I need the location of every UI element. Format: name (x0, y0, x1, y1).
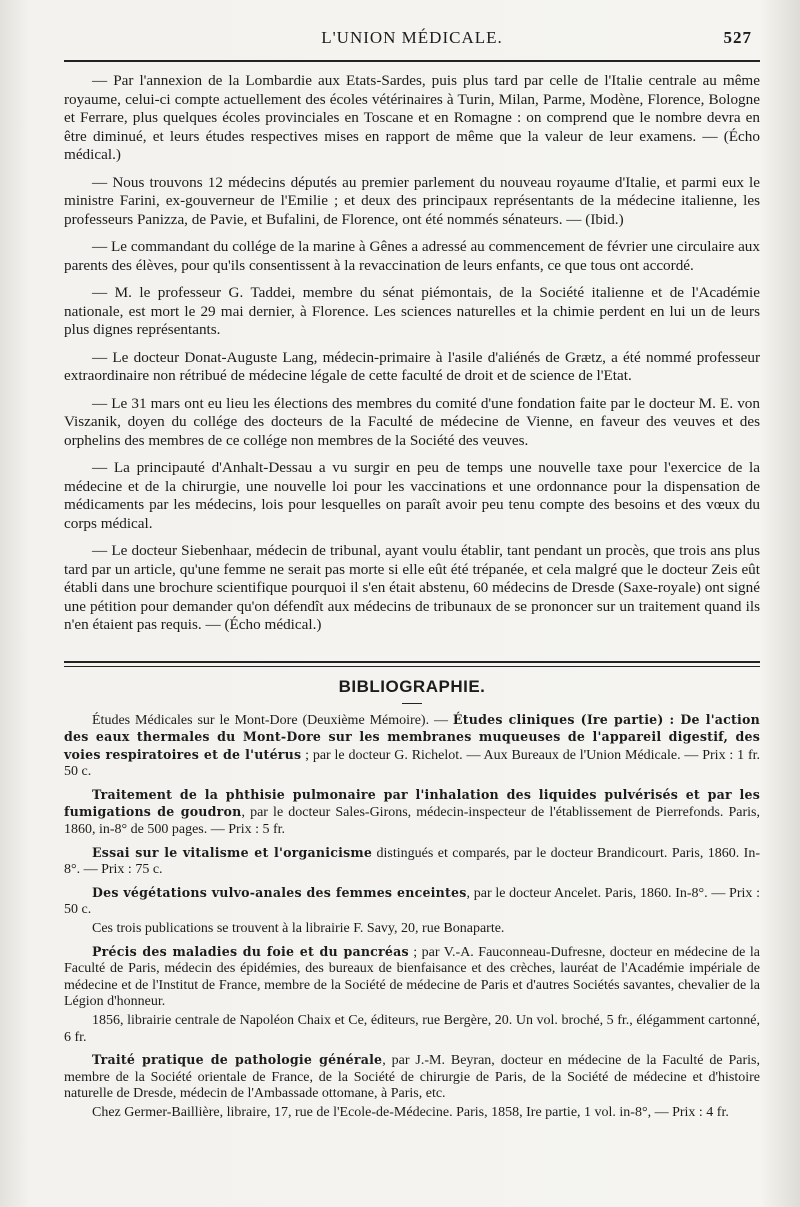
bibliography-entry (64, 845, 760, 879)
bibliography-section (64, 712, 760, 1122)
news-item: — La principauté d'Anhalt-Dessau a vu surgir en peu de temps une nouvelle taxe pour l'exercice de la médecine et de la chirurgie, une nouvelle loi pour les vaccinations et une ordonnance pour la dispensation de médicaments par les médecins, lois pour lesquelles on paraît avoir peu tenu compte des besoins et des vœux du corps médical. (64, 459, 760, 532)
header-rule (64, 60, 760, 62)
heading-dash (402, 703, 422, 704)
entry-details: 1856, librairie centrale de Napoléon Chaix et Ce, éditeurs, rue Bergère, 20. Un vol. broché, 5 fr., élégamment cartonné, 6 fr. (64, 1013, 760, 1045)
entry-title: Traitement de la phthisie pulmonaire par l'inhalation des liquides pulvérisés et par les fumigations de goudron (64, 786, 760, 820)
bibliography-heading: BIBLIOGRAPHIE. (338, 676, 486, 696)
entry-title: Traité pratique de pathologie générale (92, 1052, 383, 1068)
news-item: — Le 31 mars ont eu lieu les élections des membres du comité d'une fondation faite par le docteur M. E. von Viszanik, doyen du collége des docteurs de la Faculté de médecine de Vienne, en faveur des veuves et des orphelins des membres de ce collége non membres de la Société des veuves. (64, 394, 760, 449)
news-item: — Le commandant du collége de la marine à Gênes a adressé au commencement de février une circulaire aux parents des élèves, pour qu'ils consentissent à la revaccination de leurs enfants, ce que tous ont accordé. (64, 238, 760, 274)
entry-details: distingués et comparés, par le docteur Brandicourt. Paris, 1860. In-8°. — Prix : 75 c. (64, 845, 760, 878)
bibliography-note (64, 1105, 760, 1122)
bibliography-entry (64, 885, 760, 919)
news-item: — Le docteur Siebenhaar, médecin de tribunal, ayant voulu établir, tant pendant un procès, que trois ans plus tard par un article, qu'une femme ne serait pas morte si elle eût été trépanée, et cela malgré que le docteur Zeis eût établi dans une brochure scientifique pourquoi il s'en était abstenu, 60 médecins de Dresde (Saxe-royale) ont signé une pétition pour demander qu'on défendît aux médecins de tribunaux de se prononcer sur un traitement quand ils n'en étaient pas requis. — (Écho médical.) (64, 542, 760, 633)
entry-title: Précis des maladies du foie et du pancréas (92, 943, 409, 959)
news-item: — Nous trouvons 12 médecins députés au premier parlement du nouveau royaume d'Italie, et parmi eux le ministre Farini, ex-gouverneur de l'Emilie ; et deux des principaux représentants de la médecine italienne, les professeurs Panizza, de Pavie, et Bufalini, de Florence, ont été nommés sénateurs. — (Ibid.) (64, 173, 760, 228)
entry-details: Chez Germer-Baillière, libraire, 17, rue de l'Ecole-de-Médecine. Paris, 1858, Ire partie, 1 vol. in-8°, — Prix : 4 fr. (92, 1104, 729, 1120)
entry-details: , par le docteur Ancelet. Paris, 1860. In-8°. — Prix : 50 c. (64, 885, 760, 918)
bibliography-entry (64, 944, 760, 1011)
bibliography-note (64, 921, 760, 938)
bibliography-note (64, 1013, 760, 1046)
entry-title: Des végétations vulvo-anales des femmes enceintes (92, 884, 467, 900)
news-item: — Par l'annexion de la Lombardie aux Etats-Sardes, puis plus tard par celle de l'Italie centrale au même royaume, celui-ci compte actuellement des écoles vétérinaires à Turin, Milan, Parme, Modène, Florence, Bologne et Ferrare, plus quelques écoles provinciales en Toscane et en Romagne : on comprend que le nombre devra en être diminué, et leurs études respectives mises en rapport de même que la valeur de leur examens. — (Écho médical.) (64, 72, 760, 163)
news-item: — M. le professeur G. Taddei, membre du sénat piémontais, de la Société italienne et de l'Académie nationale, est mort le 29 mai dernier, à Florence. Les sciences naturelles et la chimie perdent en lui un de leurs plus dignes représentants. (64, 284, 760, 338)
entry-details: ; par V.-A. Fauconneau-Dufresne, docteur en médecine de la Faculté de Paris, médecin des épidémies, des bureaux de bienfaisance et des crèches, lauréat de l'Académie impériale de médecine et de l'Institut de France, membre de la Société de médecine de Paris et d'autres Sociétés savantes, chevalier de la Légion d'honneur. (64, 944, 760, 1010)
bibliography-entry (64, 787, 760, 839)
news-item: — Le docteur Donat-Auguste Lang, médecin-primaire à l'asile d'aliénés de Grætz, a été nommé professeur extraordinaire non rétribué de médecine légale de cette faculté de droit et de science de l'Etat. (64, 348, 760, 384)
entry-details: , par J.-M. Beyran, docteur en médecine de la Faculté de Paris, membre de la Société orientale de France, de la Société de chirurgie de Paris, de la Société de médecine et d'histoire naturelle de Dresde, médecin de l'Ambassade ottomane, à Paris, etc. (64, 1053, 760, 1102)
entry-title: Essai sur le vitalisme et l'organicisme (92, 844, 373, 860)
page-number: 527 (723, 28, 752, 47)
bibliography-entry (64, 712, 760, 781)
entry-details: , par le docteur Sales-Girons, médecin-inspecteur de l'établissement de Pierrefonds. Paris, 1860, in-8° de 500 pages. — Prix : 5 fr. (64, 805, 760, 838)
bibliography-entry (64, 1052, 760, 1103)
section-divider (64, 661, 760, 667)
entry-details: ; par le docteur G. Richelot. — Aux Bureaux de l'Union Médicale. — Prix : 1 fr. 50 c. (64, 747, 760, 780)
news-section (64, 72, 760, 635)
entry-details: Ces trois publications se trouvent à la librairie F. Savy, 20, rue Bonaparte. (92, 921, 505, 937)
journal-title: L'UNION MÉDICALE. (321, 28, 503, 47)
entry-title: Études cliniques (Ire partie) : De l'action des eaux thermales du Mont-Dore sur les membranes muqueuses de l'appareil digestif, des voies respiratoires et de l'utérus (64, 711, 760, 762)
running-head (64, 28, 760, 54)
entry-lead: Études Médicales sur le Mont-Dore (Deuxième Mémoire). — (92, 712, 453, 728)
